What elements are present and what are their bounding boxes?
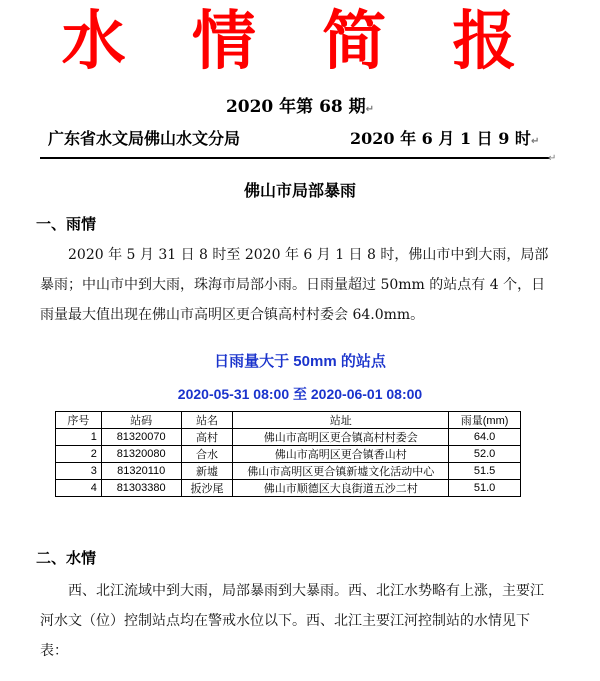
rain-stations-table: [55, 411, 521, 497]
issuing-organization: 广东省水文局佛山水文分局: [48, 129, 241, 148]
cell-station-address: 佛山市高明区更合镇香山村: [233, 446, 449, 463]
cell-rainfall: 52.0: [449, 446, 521, 463]
header-station-name: 站名: [181, 412, 233, 429]
cell-station-name: 合水: [181, 446, 233, 463]
header-rainfall: 雨量(mm): [449, 412, 521, 429]
header-station-code: 站码: [101, 412, 181, 429]
header-station-address: 站址: [233, 412, 449, 429]
rain-paragraph: 2020 年 5 月 31 日 8 时至 2020 年 6 月 1 日 8 时，佛山市中到大雨，局部暴雨；中山市中到大雨，珠海市局部小雨。日雨量超过 50mm 的站点有 4 个，日雨量最大值出现在佛山市高明区更合镇高村村委会 64.0mm。: [40, 247, 549, 323]
issue-datetime: 2020 年 6 月 1 日 9 时↵: [350, 129, 540, 148]
table-row: [56, 429, 521, 446]
cell-rainfall: 64.0: [449, 429, 521, 446]
header-index: 序号: [56, 412, 102, 429]
header-divider: [40, 157, 550, 159]
cell-station-name: 高村: [181, 429, 233, 446]
rain-table-period: 2020-05-31 08:00 至 2020-06-01 08:00: [177, 386, 423, 402]
cell-rainfall: 51.0: [449, 480, 521, 497]
cell-index: 4: [56, 480, 102, 497]
cell-station-address: 佛山市高明区更合镇高村村委会: [233, 429, 449, 446]
cell-station-address: 佛山市顺德区大良街道五沙二村: [233, 480, 449, 497]
cell-rainfall: 51.5: [449, 463, 521, 480]
cell-station-address: 佛山市高明区更合镇新墟文化活动中心: [233, 463, 449, 480]
water-paragraph: 西、北江流域中到大雨，局部暴雨到大暴雨。西、北江水势略有上涨，主要江河水文（位）控制站点均在警戒水位以下。西、北江主要江河控制站的水情见下表：: [40, 583, 544, 659]
cell-station-code: 81320070: [101, 429, 181, 446]
cell-station-code: 81320080: [101, 446, 181, 463]
paragraph-mark-icon: ↵: [548, 153, 557, 164]
rain-table-title: 日雨量大于 50mm 的站点: [214, 353, 386, 370]
water-section-heading: 二、水情: [36, 549, 97, 567]
table-row: [56, 480, 521, 497]
cell-index: 1: [56, 429, 102, 446]
table-header-row: [56, 412, 521, 429]
issue-number: 2020 年第 68 期↵: [225, 97, 375, 117]
cell-station-code: 81320110: [101, 463, 181, 480]
cell-station-name: 新墟: [181, 463, 233, 480]
report-title: 佛山市局部暴雨: [243, 181, 356, 200]
cell-station-name: 扳沙尾: [181, 480, 233, 497]
table-row: [56, 446, 521, 463]
table-row: [56, 463, 521, 480]
rain-section-heading: 一、雨情: [36, 215, 97, 233]
cell-index: 2: [56, 446, 102, 463]
cell-index: 3: [56, 463, 102, 480]
bulletin-title: 水 情 简 报: [61, 4, 539, 79]
cell-station-code: 81303380: [101, 480, 181, 497]
